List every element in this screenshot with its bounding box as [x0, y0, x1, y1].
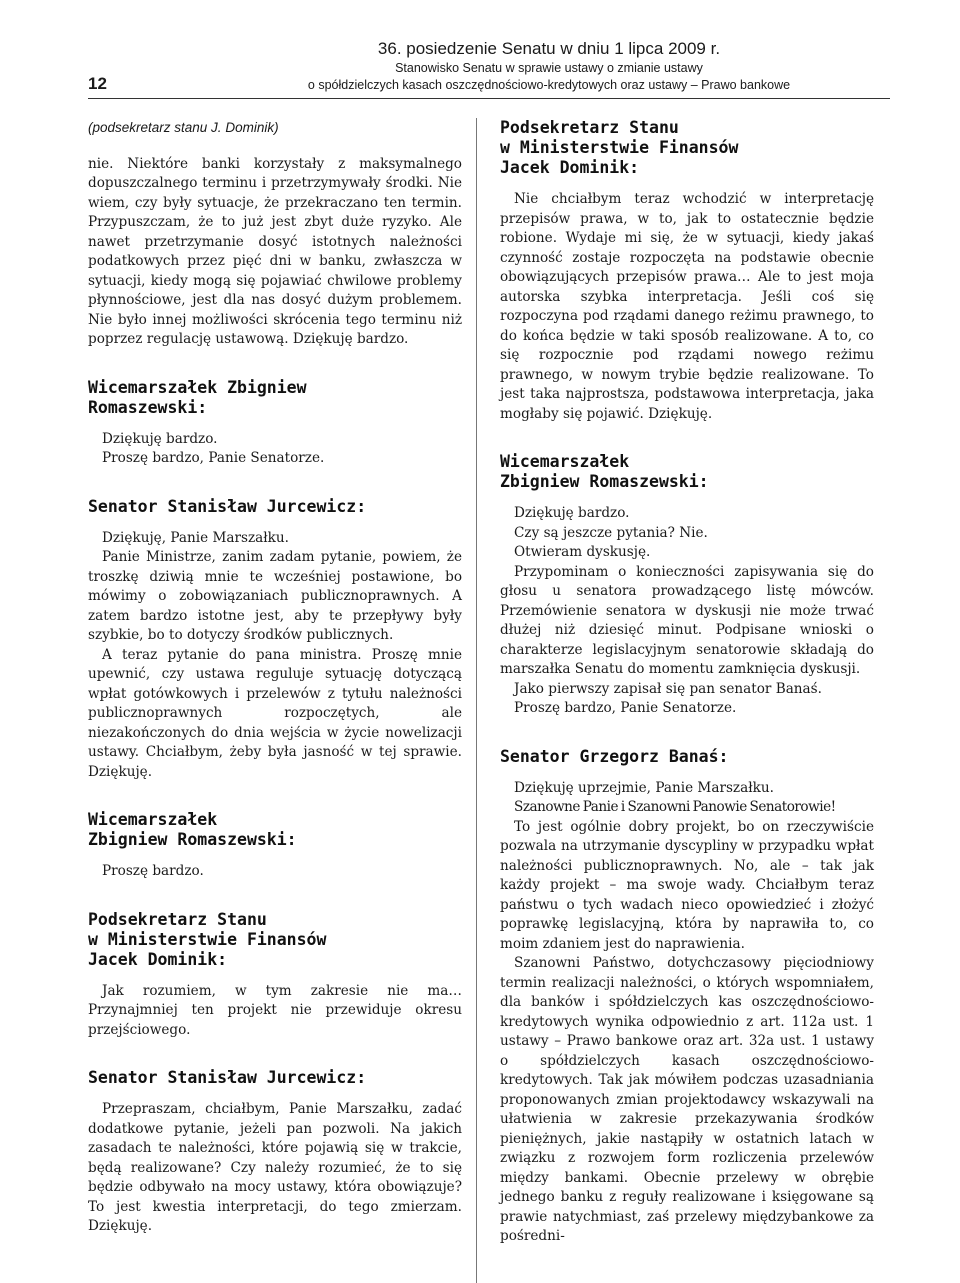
speech-body — [88, 982, 462, 1041]
speaker-context-note: (podsekretarz stanu J. Dominik) — [88, 120, 279, 135]
speech-paragraph: Przypominam o konieczności zapisywania się do głosu u senatora prowadzącego listę mówców. Przemówienie senatora w dyskusji nie może trwać dłużej niż dziesięć minut. Podpisane wnioski o charakterze legislacyjnym senatorowie składają do marszałka Senatu do momentu zamknięcia dyskusji. — [500, 563, 874, 677]
speech-block — [500, 747, 874, 1247]
speech-paragraph: Proszę bardzo, Panie Senatorze. — [514, 700, 737, 716]
speaker-name: Podsekretarz Stanu w Ministerstwie Finansów Jacek Dominik: — [500, 118, 739, 177]
speech-block — [88, 1068, 462, 1237]
agenda-subtitle-line-2: o spółdzielczych kasach oszczędnościowo-kredytowych oraz ustawy – Prawo bankowe — [307, 78, 791, 92]
speech-paragraph: Szanowni Państwo, dotychczasowy pięciodniowy termin realizacji należności, o których wspomniałem, dla banków i spółdzielczych kas oszczędnościowo-kredytowych wynika odpowiednio z art. 112a ust. 1 ustawy – Prawo bankowe oraz art. 32a ust. 1 ustawy o spółdzielczych kasach oszczędnościowo-kredytowych. Tak jak mówiłem podczas uzasadniania proponowanych zmian projektodawcy wskazywali na ułatwienia w zakresie przekazywania środków pieniężnych, jakie nastąpiły w ostatnich latach w związku z rozwojem form rozliczenia przelewów między bankami. Obecnie przelewy w obrębie jednego banku z reguły realizowane i księgowane są prawie natychmiast, zaś przelewy międzybankowe za pośredni- — [500, 955, 874, 1244]
speech-paragraph: Nie chciałbym teraz wchodzić w interpretację przepisów prawa, w to, jak to ostatecznie będzie robione. Wydaje mi się, że w sytuacji, kiedy jakaś czynność zostaje rozpoczęta na podstawie obecnie obowiązujących przepisów prawa… Ale to jest moja autorska szybka interpretacja. Jeśli coś się rozpoczyna pod rządami danego reżimu prawnego, to do końca będzie w taki sposób realizowane. A to, co się rozpocznie pod rządami nowego reżimu prawnego, w nowym trybie będzie realizowane. To jest taka najprostsza, podstawowa interpretacja, jaka mogłaby się pojawić. Dziękuję. — [500, 191, 874, 422]
speech-paragraph: Dziękuję uprzejmie, Panie Marszałku. — [514, 779, 774, 796]
speech-body — [500, 779, 874, 1247]
speaker-name: Senator Stanisław Jurcewicz: — [88, 496, 367, 516]
session-title: 36. posiedzenie Senatu w dniu 1 lipca 2009 r. — [377, 39, 721, 58]
agenda-subtitle-line-1: Stanowisko Senatu w sprawie ustawy o zmianie ustawy — [395, 61, 703, 75]
speech-block — [500, 118, 874, 424]
speech-paragraph: Proszę bardzo. — [102, 863, 204, 879]
speaker-name: Wicemarszałek Zbigniew Romaszewski: — [500, 452, 709, 491]
speech-paragraph: To jest ogólnie dobry projekt, bo on rzeczywiście pozwala na utrzymanie dyscypliny w przypadku wpłat należności publicznoprawnych. No, ale – tak jak każdy projekt – ma swoje wady. Chciałbym teraz państwu o tych wadach nieco opowiedzieć i złożyć poprawkę legislacyjną, która by naprawiła to, co moim zdaniem jest do naprawienia. — [500, 818, 874, 952]
speech-paragraph: Dziękuję, Panie Marszałku. — [102, 529, 289, 546]
speaker-name: Wicemarszałek Zbigniew Romaszewski: — [88, 377, 307, 417]
speech-body — [88, 529, 462, 783]
speech-body — [500, 504, 874, 719]
speech-paragraph: Jako pierwszy zapisał się pan senator Banaś. — [514, 680, 822, 697]
speech-body — [500, 190, 874, 424]
speech-block — [88, 378, 462, 469]
column-divider — [476, 118, 477, 1283]
speech-block — [88, 497, 462, 783]
speech-body — [88, 1100, 462, 1237]
speech-paragraph: Dziękuję bardzo. — [514, 505, 630, 521]
speech-block — [500, 452, 874, 719]
speech-paragraph: Przepraszam, chciałbym, Panie Marszałku, zadać dodatkowe pytanie, jeżeli pan pozwoli. Na jakich zasadach te należności, które pojawią się w trakcie, będą realizowane? Czy należy rozumieć, że to się będzie odbywało na mocy ustawy, która obowiązuje? To jest kwestia interpretacji, do tego zmierzam. Dziękuję. — [88, 1101, 462, 1234]
speech-block — [88, 810, 462, 882]
header-text — [208, 38, 890, 94]
speaker-name: Wicemarszałek Zbigniew Romaszewski: — [88, 810, 297, 849]
speech-body — [88, 430, 462, 469]
speech-paragraph: Dziękuję bardzo. — [102, 430, 218, 447]
speaker-name: Senator Grzegorz Banaś: — [500, 746, 729, 766]
running-header — [88, 38, 890, 98]
speech-paragraph: Jak rozumiem, w tym zakresie nie ma… Przynajmniej ten projekt nie przewiduje okresu przejściowego. — [88, 982, 462, 1038]
right-column — [500, 118, 874, 1275]
speech-paragraph: Czy są jeszcze pytania? Nie. — [514, 524, 708, 541]
page-number: 12 — [88, 74, 107, 93]
speech-continuation — [88, 155, 462, 350]
speech-paragraph: A teraz pytanie do pana ministra. Proszę mnie upewnić, czy ustawa reguluje sytuację dotyczącą wpłat gotówkowych i przelewów z tytułu należności publicznoprawnych rozpoczętych, ale niezakończonych do dnia wejścia w życie nowelizacji ustawy. Chciałbym, żeby była jasność w tej sprawie. Dziękuję. — [88, 646, 462, 780]
speech-body — [88, 862, 462, 882]
speech-paragraph: nie. Niektóre banki korzystały z maksymalnego dopuszczalnego terminu i przetrzymywały środki. Nie wiem, czy były sytuacje, że przekraczano ten termin. Przypuszczam, że to już jest zbyt duże ryzyko. Ale nawet przetrzymanie dosyć istotnych należności podatkowych przez pięć dni w banku, zwłaszcza w sytuacji, kiedy mogą się pojawiać chwilowe problemy płynnościowe, jest dla nas dosyć dużym problemem. Nie było innej możliwości skrócenia tego terminu niż poprzez regulację ustawową. Dziękuję bardzo. — [88, 155, 462, 347]
left-column — [88, 118, 462, 1265]
speech-paragraph: Panie Ministrze, zanim zadam pytanie, powiem, że troszkę dziwią mnie te wcześniej postawione, bo mówimy o zobowiązaniach publicznoprawnych. A zatem bardzo istotne jest, aby te przepływy były szybkie, bo to dotyczy środków publicznych. — [88, 549, 462, 643]
speaker-name: Senator Stanisław Jurcewicz: — [88, 1068, 367, 1087]
speech-block — [88, 910, 462, 1041]
speech-paragraph: Otwieram dyskusję. — [514, 544, 651, 560]
speech-paragraph: Szanowne Panie i Szanowni Panowie Senatorowie! — [514, 799, 836, 815]
header-rule — [88, 98, 890, 99]
speech-paragraph: Proszę bardzo, Panie Senatorze. — [102, 450, 325, 466]
speaker-name: Podsekretarz Stanu w Ministerstwie Finansów Jacek Dominik: — [88, 909, 327, 969]
